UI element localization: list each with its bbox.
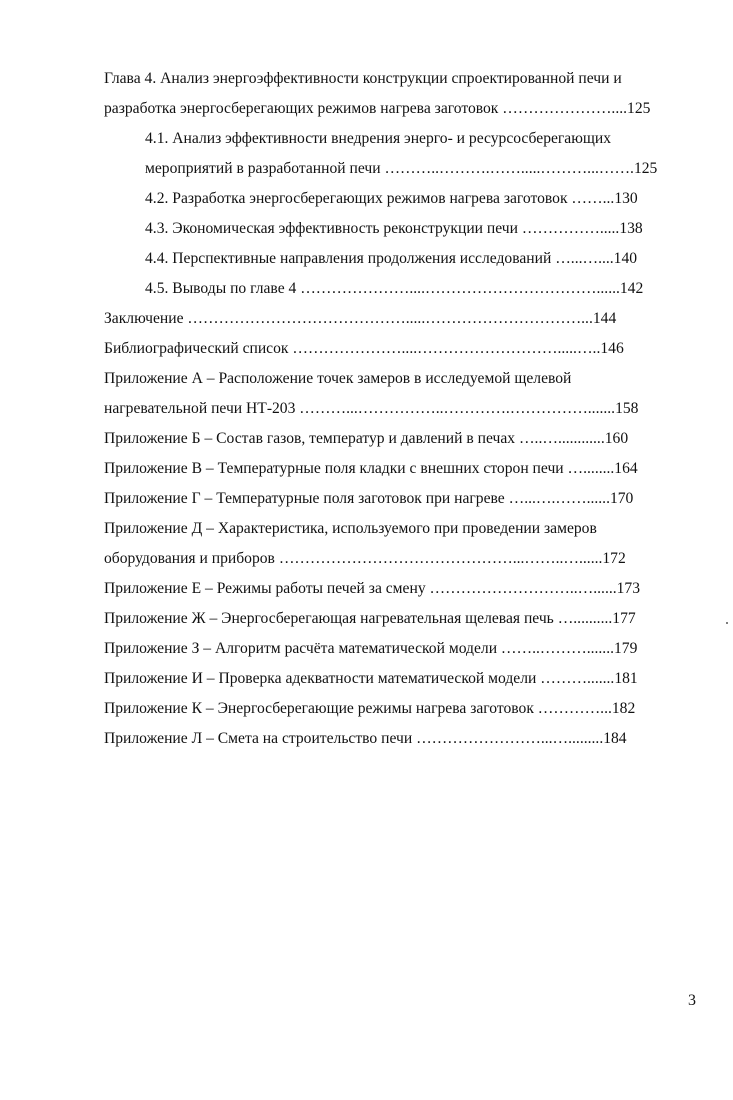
toc-line: Приложение В – Температурные поля кладки с внешних сторон печи …........164 <box>104 460 638 477</box>
toc-line: Глава 4. Анализ энергоэффективности конструкции спроектированной печи и <box>104 70 622 87</box>
toc-line: 4.5. Выводы по главе 4 …………………....……………………………......142 <box>145 280 644 297</box>
toc-line: Приложение Е – Режимы работы печей за смену ………………………..…......173 <box>104 580 641 597</box>
toc-line: Приложение Л – Смета на строительство печи ……………………...….........184 <box>104 730 627 747</box>
toc-line: мероприятий в разработанной печи ………..……….…….....………...…….125 <box>145 160 658 177</box>
toc-line: 4.3. Экономическая эффективность реконструкции печи …………….....138 <box>145 220 643 237</box>
toc-line: оборудования и приборов ………………………………………...……..…......172 <box>104 550 626 567</box>
scan-speck <box>726 622 728 624</box>
toc-line: 4.1. Анализ эффективности внедрения энерго- и ресурсосберегающих <box>145 130 612 147</box>
toc-line: Приложение Д – Характеристика, используемого при проведении замеров <box>104 520 597 537</box>
toc-line: Приложение И – Проверка адекватности математической модели ……….......181 <box>104 670 638 687</box>
toc-line: Библиографический список …………………....……………………….....…..146 <box>104 340 624 357</box>
toc-line: 4.2. Разработка энергосберегающих режимов нагрева заготовок ……...130 <box>145 190 638 207</box>
toc-line: Приложение К – Энергосберегающие режимы нагрева заготовок …………...182 <box>104 700 636 717</box>
toc-line: Приложение З – Алгоритм расчёта математической модели ……..……….......179 <box>104 640 638 657</box>
toc-line: Приложение Г – Температурные поля заготовок при нагреве …...….……......170 <box>104 490 634 507</box>
toc-line: разработка энергосберегающих режимов нагрева заготовок …………………....125 <box>104 100 651 117</box>
table-of-contents <box>104 64 699 754</box>
page-number: 3 <box>688 992 696 1009</box>
toc-line: Приложение А – Расположение точек замеров в исследуемой щелевой <box>104 370 572 387</box>
toc-line: Приложение Ж – Энергосберегающая нагревательная щелевая печь …..........177 <box>104 610 636 627</box>
toc-line: нагревательной печи НТ-203 ………...……………..………….…………….......158 <box>104 400 639 417</box>
toc-line: 4.4. Перспективные направления продолжения исследований …...…....140 <box>145 250 638 267</box>
toc-line: Заключение …………………………………….....…………………………...144 <box>104 310 617 327</box>
toc-line: Приложение Б – Состав газов, температур и давлений в печах …..…............160 <box>104 430 629 447</box>
